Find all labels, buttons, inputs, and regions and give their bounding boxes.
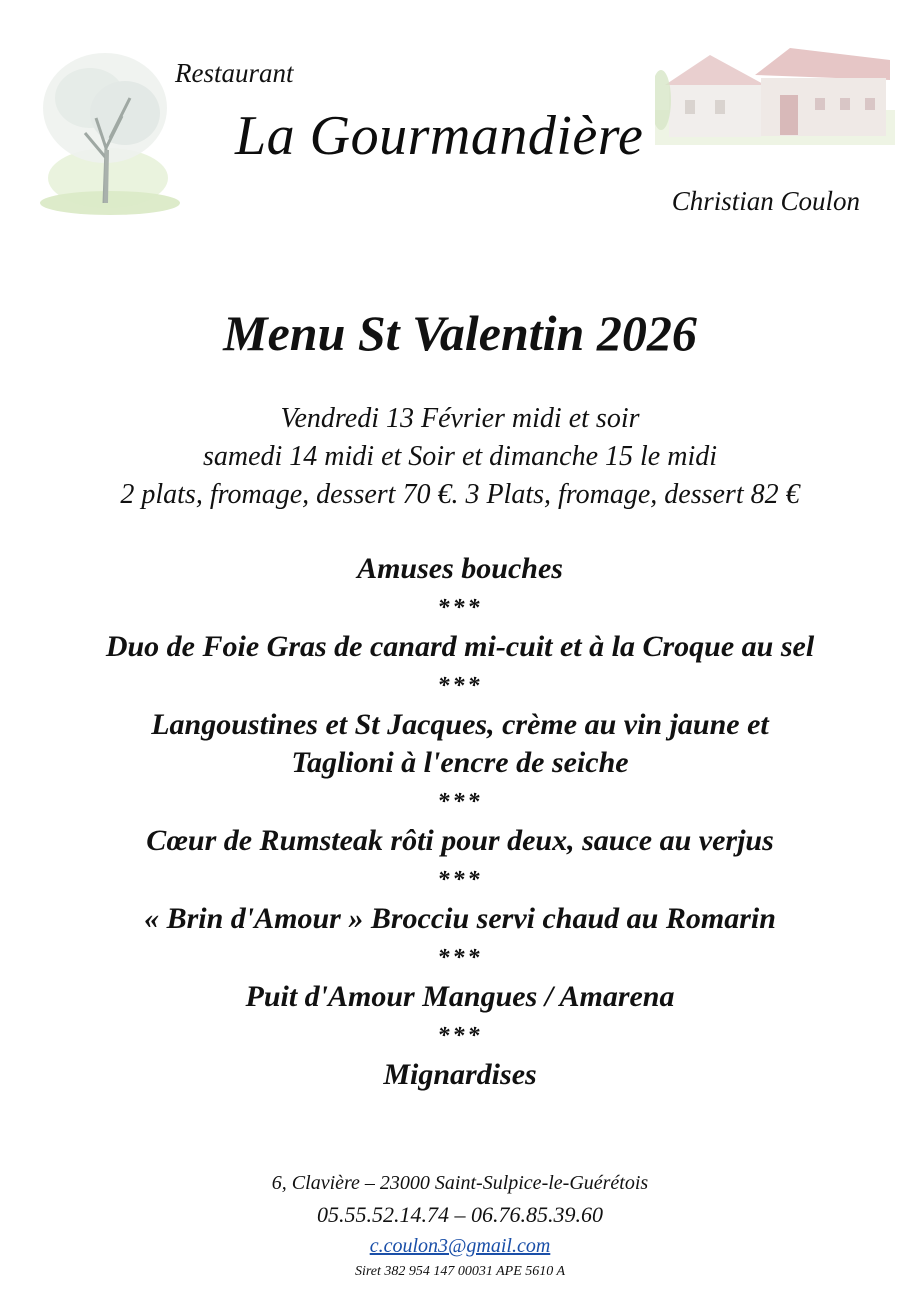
restaurant-name: La Gourmandière (235, 105, 644, 167)
dates-block (0, 400, 920, 514)
separator: *** (437, 789, 483, 815)
courses-list (0, 550, 920, 1094)
farmhouse-illustration (655, 40, 895, 145)
separator: *** (437, 673, 483, 699)
course-item: Taglioni à l'encre de seiche (291, 746, 629, 779)
course-item: Mignardises (383, 1058, 537, 1091)
chef-name: Christian Coulon (671, 186, 860, 216)
course-item: Duo de Foie Gras de canard mi-cuit et à la Croque au sel (105, 630, 815, 663)
course-item: « Brin d'Amour » Brocciu servi chaud au Romarin (144, 902, 776, 935)
separator: *** (437, 595, 483, 621)
separator: *** (437, 1023, 483, 1049)
siret-number: Siret 382 954 147 00031 APE 5610 A (354, 1264, 566, 1279)
price-line: 2 plats, fromage, dessert 70 €. 3 Plats, fromage, dessert 82 € (120, 479, 800, 510)
dates-line: Vendredi 13 Février midi et soir (280, 403, 640, 434)
course-item: Langoustines et St Jacques, crème au vin jaune et (151, 708, 769, 741)
course-item: Amuses bouches (357, 552, 563, 585)
footer (0, 1168, 920, 1284)
restaurant-label: Restaurant (175, 58, 294, 88)
menu-title: Menu St Valentin 2026 (223, 305, 697, 361)
phone-numbers: 05.55.52.14.74 – 06.76.85.39.60 (317, 1202, 603, 1227)
email-link[interactable]: c.coulon3@gmail.com (369, 1235, 551, 1257)
address: 6, Clavière – 23000 Saint-Sulpice-le-Guérétois (271, 1172, 649, 1194)
course-item: Cœur de Rumsteak rôti pour deux, sauce au verjus (146, 824, 774, 857)
separator: *** (437, 867, 483, 893)
course-item: Puit d'Amour Mangues / Amarena (245, 980, 675, 1013)
dates-line: samedi 14 midi et Soir et dimanche 15 le midi (202, 441, 718, 472)
tree-illustration (30, 38, 190, 218)
separator: *** (437, 945, 483, 971)
